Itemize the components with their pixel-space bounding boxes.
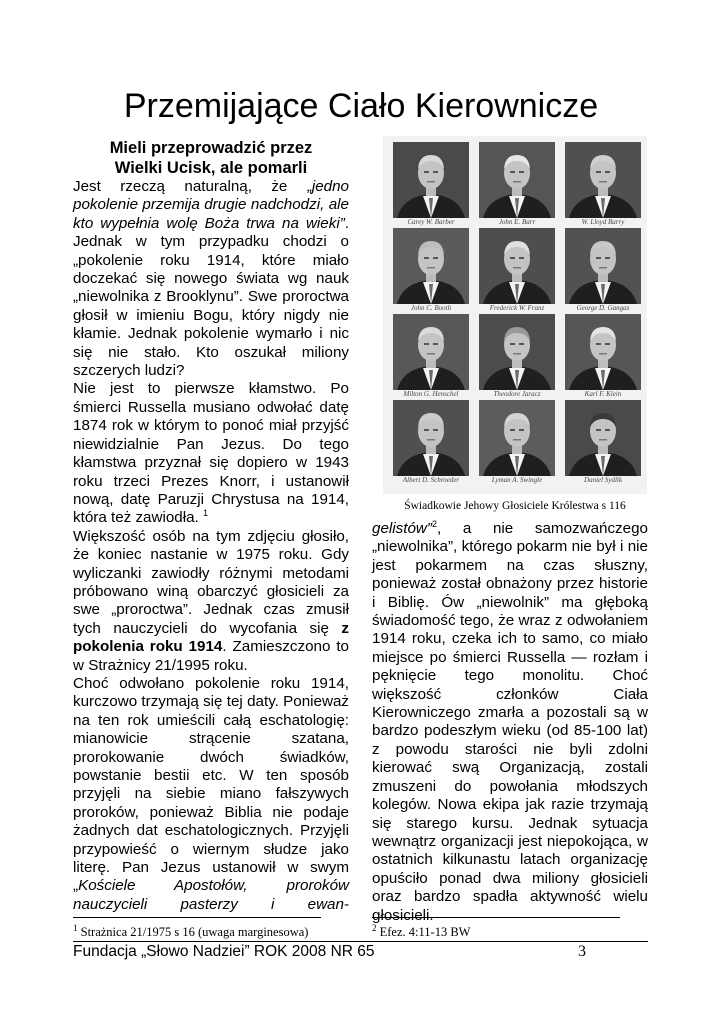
portrait-name: John E. Barr bbox=[498, 218, 536, 226]
portrait-image-icon bbox=[479, 314, 555, 390]
portrait-photo bbox=[479, 400, 555, 480]
portrait-photo bbox=[565, 228, 641, 308]
right-column bbox=[372, 520, 648, 925]
left-paragraph-4: Choć odwołano pokolenie roku 1914, kurczowo trzymają się tej daty. Ponieważ na ten rok umieścili całą eschatologię: mianowicie strącenie szatana, prorokowanie dwóch świadków, powstanie bestii etc. W ten sposób przyjęli na siebie miano fałszywych proroków, ponieważ Biblia nie podaje żadnych dat eschatologicznych. Przyjęli przypowieść o wiernym słudze jako literę. Pan Jezus ustanowił w swym „Kościele Apostołów, proroków nauczycieli pasterzy i ewan- bbox=[73, 674, 349, 913]
portrait-name: Carey W. Barber bbox=[407, 218, 455, 226]
footnote-rule-left bbox=[73, 917, 321, 918]
portrait-image-icon bbox=[393, 228, 469, 304]
portrait-name: Daniel Sydlik bbox=[584, 476, 622, 484]
portrait-name: Lyman A. Swingle bbox=[491, 476, 543, 484]
bold-phrase: z pokolenia roku 1914 bbox=[73, 619, 349, 656]
portrait-image-icon bbox=[479, 400, 555, 476]
portrait-image-icon bbox=[393, 142, 469, 218]
footnote-2: $^2$ Efez. 4:11-13 BW bbox=[372, 922, 471, 939]
portrait-photo bbox=[479, 142, 555, 222]
portrait-photo bbox=[565, 400, 641, 480]
footer-rule bbox=[73, 941, 648, 942]
portrait-name: John C. Booth bbox=[410, 304, 452, 312]
subtitle-line-1: Mieli przeprowadzić przez bbox=[109, 139, 313, 157]
portrait-image-icon bbox=[565, 142, 641, 218]
portrait-name: Theodore Jaracz bbox=[493, 390, 541, 398]
photo-caption: Świadkowie Jehowy Głosiciele Królestwa s 116 bbox=[404, 500, 626, 512]
portrait-grid bbox=[389, 142, 641, 484]
portrait-image-icon bbox=[479, 142, 555, 218]
portrait-image-icon bbox=[479, 228, 555, 304]
portrait-name: Frederick W. Franz bbox=[489, 304, 545, 312]
portrait-name: W. Lloyd Barry bbox=[581, 218, 625, 226]
right-paragraph-1: gelistów”$^2$, a nie samozwańczego „niewolnika”, którego pokarm nie był i nie jest pokarmem na czas słuszny, ponieważ został obnażony przez historie i Biblię. Ów „niewolnik” ma głęboką świadomość tego, że wraz z odwołaniem 1914 roku, czeka ich to samo, co miało miejsce po śmierci Russella — rozłam i pęknięcie tego monolitu. Choć większość członków Ciała Kierowniczego zmarła a pozostali są w bardzo podeszłym wieku (od 85-100 lat) z powodu starości nie byli zdolni kierować swą Organizacją, zostali zmuszeni do powołania młodszych kolegów. Nowa ekipa jak razie trzymają się starego kursu. Jednak sytuacja wewnątrz organizacji jest niepokojąca, w ostatnich kilkunastu latach organizację opuściło ponad dwa miliony głosicieli oraz bardzo spadła aktywność wielu głosicieli. bbox=[372, 518, 648, 924]
portrait-photo bbox=[479, 228, 555, 308]
portrait-photo bbox=[393, 314, 469, 394]
portrait-image-icon bbox=[393, 400, 469, 476]
left-paragraph-2: Nie jest to pierwsze kłamstwo. Po śmierci Russella musiano odwołać datę 1874 rok w którym to ponoć miał przyjść niewidzialnie Pan Jezus. Do tego kłamstwa przyznał się dopiero w 1943 roku trzeci Prezes Knorr, i ustanowił nową, datę Paruzji Chrystusa na 1914, która też zawiodła. $^1$ bbox=[73, 380, 349, 527]
portrait-image-icon bbox=[565, 314, 641, 390]
portrait-photo bbox=[393, 142, 469, 222]
footnote-mark-2: 2 bbox=[431, 518, 437, 529]
footer-page-number: 3 bbox=[578, 943, 586, 960]
footer-publication: Fundacja „Słowo Nadziei” ROK 2008 NR 65 bbox=[73, 943, 375, 960]
left-paragraph-1: Jest rzeczą naturalną, że „jedno pokolenie przemija drugie nadchodzi, ale kto wypełnia wolę Boża trwa na wieki”. Jednak w tym przypadku chodzi o „pokolenie roku 1914, które miało doczekać się nowego świata wg nauk „niewolnika z Brooklynu”. Swe proroctwa głosił w imieniu Bogu, który nigdy nie kłamie. Jednak pokolenie wymarło i nic się nie stało. Kto oszukał miliony szczerych ludzi? bbox=[73, 178, 349, 380]
left-paragraph-3: Większość osób na tym zdjęciu głosiło, że koniec nastanie w 1975 roku. Gdy wyliczanki zawiodły różnymi metodami próbowano winą obarczyć głosicieli za swe „proroctwa”. Jednak czas zmusił tych nauczycieli do wycofania się z pokolenia roku 1914. Zamieszczono to w Strażnicy 21/1995 roku. bbox=[73, 527, 349, 674]
portrait-name: Albert D. Schroeder bbox=[402, 476, 460, 484]
portrait-name: George D. Gangas bbox=[576, 304, 630, 312]
quote-italic: jedno pokolenie przemija drugie nadchodzi, ale kto wypełnia wolę Boża trwa na wieki” bbox=[73, 178, 349, 232]
portrait-image-icon bbox=[565, 228, 641, 304]
portrait-photo bbox=[479, 314, 555, 394]
governing-body-photo bbox=[383, 136, 647, 494]
subtitle-line-2: Wielki Ucisk, ale pomarli bbox=[114, 159, 308, 177]
portrait-image-icon bbox=[565, 400, 641, 476]
article-subtitle bbox=[73, 138, 349, 178]
footnote-mark-1: 1 bbox=[203, 508, 209, 519]
portrait-image-icon bbox=[393, 314, 469, 390]
portrait-photo bbox=[393, 400, 469, 480]
portrait-photo bbox=[565, 142, 641, 222]
portrait-photo bbox=[393, 228, 469, 308]
footnote-rule-right bbox=[372, 917, 620, 918]
portrait-photo bbox=[565, 314, 641, 394]
quote-italic-2: Kościele Apostołów, proroków nauczycieli pasterzy i ewan- bbox=[73, 877, 349, 913]
page-title: Przemijające Ciało Kierownicze bbox=[123, 87, 599, 125]
portrait-name: Milton G. Henschel bbox=[403, 390, 459, 398]
footnote-1: $^1$ Strażnica 21/1975 s 16 (uwaga marginesowa) bbox=[73, 922, 309, 939]
portrait-name: Karl F. Klein bbox=[584, 390, 622, 398]
left-column bbox=[73, 138, 349, 914]
